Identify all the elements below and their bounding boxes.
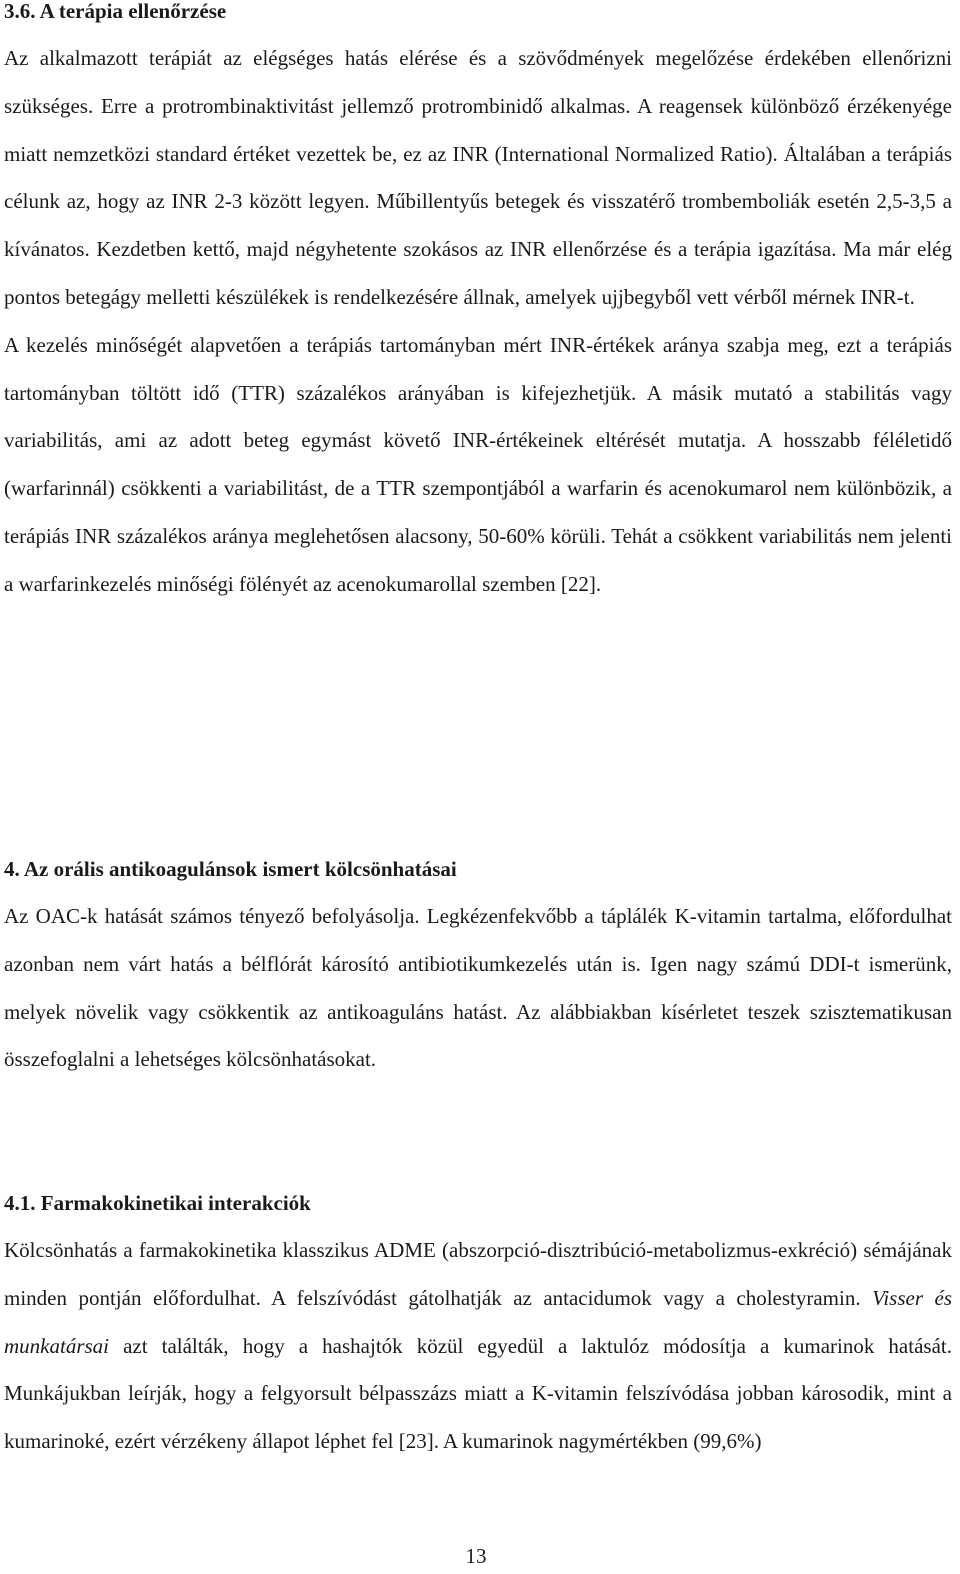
author-reference: Visser és munkatársai (4, 1285, 952, 1358)
paragraph-pharmacokinetic (4, 1227, 952, 1466)
section-3-6-body (4, 35, 952, 609)
section-heading-3-6: 3.6. A terápia ellenőrzése (4, 0, 227, 23)
section-4-1-body (4, 1227, 952, 1466)
paragraph-oac-interactions: Az OAC-k hatását számos tényező befolyásolja. Legkézenfekvőbb a táplálék K-vitamin tartalma, előfordulhat azonban nem várt hatás a bélflórát károsító antibiotikumkezelés után is. Igen nagy számú DDI-t ismerünk, melyek növelik vagy csökkentik az antikoaguláns hatást. Az alábbiakban kísérletet teszek szisztematikusan összefoglalni a lehetséges kölcsönhatásokat. (4, 904, 952, 1072)
paragraph-treatment-quality: A kezelés minőségét alapvetően a terápiás tartományban mért INR-értékek aránya szabja meg, ezt a terápiás tartományban töltött idő (TTR) százalékos arányában is kifejezhetjük. A másik mutató a stabilitás vagy variabilitás, ami az adott beteg egymást követő INR-értékeinek eltérését mutatja. A hosszabb féléletidő (warfarinnál) csökkenti a variabilitást, de a TTR szempontjából a warfarin és acenokumarol nem különbözik, a terápiás INR százalékos aránya meglehetősen alacsony, 50-60% körüli. Tehát a csökkent variabilitás nem jelenti a warfarinkezelés minőségi fölényét az acenokumarollal szemben [22]. (4, 332, 952, 596)
paragraph-therapy-monitoring: Az alkalmazott terápiát az elégséges hatás elérése és a szövődmények megelőzése érdekében ellenőrizni szükséges. Erre a protrombinaktivitást jellemző protrombinidő alkalmas. A reagensek különböző érzékenyége miatt nemzetközi standard értéket vezettek be, ez az INR (International Normalized Ratio). Általában a terápiás célunk az, hogy az INR 2-3 között legyen. Műbillentyűs betegek és visszatérő trombemboliák esetén 2,5-3,5 a kívánatos. Kezdetben kettő, majd négyhetente szokásos az INR ellenőrzése és a terápia igazítása. Ma már elég pontos betegágy melletti készülékek is rendelkezésére állnak, amelyek ujjbegyből vett vérből mérnek INR-t. (4, 46, 952, 309)
section-4-body (4, 893, 952, 1084)
paragraph-pharmacokinetic-start: Kölcsönhatás a farmakokinetika klasszikus ADME (abszorpció-disztribúció-metabolizmus-exkréció) sémájának minden pontján előfordulhat. A felszívódást gátolhatják az antacidumok vagy a cholestyramin. (4, 1238, 952, 1310)
paragraph-pharmacokinetic-end: azt találták, hogy a hashajtók közül egyedül a laktulóz módosítja a kumarinok hatását. Munkájukban leírják, hogy a felgyorsult bélpasszázs miatt a K-vitamin felszívódása jobban károsodik, mint a kumarinoké, ezért vérzékeny állapot léphet fel [23]. A kumarinok nagymértékben (99,6%) (4, 1333, 952, 1454)
section-heading-4: 4. Az orális antikoagulánsok ismert kölcsönhatásai (4, 857, 457, 881)
section-heading-4-1: 4.1. Farmakokinetikai interakciók (4, 1191, 311, 1215)
page-number: 13 (465, 1544, 487, 1568)
